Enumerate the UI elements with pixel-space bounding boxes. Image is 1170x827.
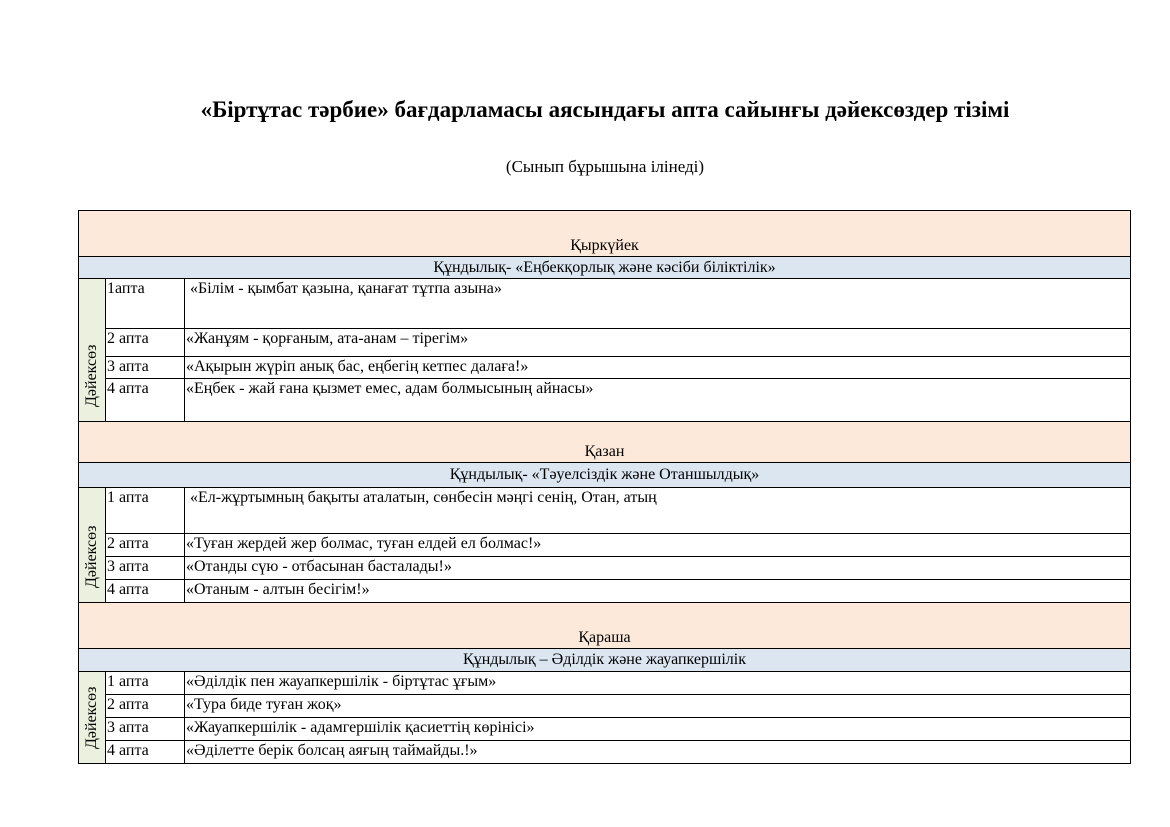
week-cell: 3 апта <box>106 718 185 741</box>
quote-cell: «Ақырын жүріп анық бас, еңбегің кетпес далаға!» <box>185 357 1131 379</box>
quote-cell: «Әділетте берік болсаң аяғың таймайды.!» <box>185 741 1131 764</box>
week-cell: 4 апта <box>106 580 185 603</box>
side-label-cell <box>79 488 106 603</box>
side-label: Дәйексөз <box>83 344 100 407</box>
week-cell: 4 апта <box>106 379 185 422</box>
week-cell: 1 апта <box>106 488 185 534</box>
side-label-cell <box>79 672 106 764</box>
quote-cell: «Отаным - алтын бесігім!» <box>185 580 1131 603</box>
quotes-table <box>78 210 1131 764</box>
quote-cell: «Жанұям - қорғаным, ата-анам – тірегім» <box>185 329 1131 357</box>
week-cell: 1апта <box>106 279 185 329</box>
quote-cell: «Білім - қымбат қазына, қанағат тұтпа азына» <box>185 279 1131 329</box>
quote-cell: «Отанды сүю - отбасынан басталады!» <box>185 557 1131 580</box>
week-cell: 3 апта <box>106 557 185 580</box>
week-cell: 1 апта <box>106 672 185 695</box>
quote-cell: «Ел-жұртымның бақыты аталатын, сөнбесін мәңгі сенің, Отан, атың <box>185 488 1131 534</box>
week-cell: 2 апта <box>106 695 185 718</box>
quote-cell: «Еңбек - жай ғана қызмет емес, адам болмысының айнасы» <box>185 379 1131 422</box>
month-header: Қараша <box>79 603 1131 649</box>
quote-cell: «Тура биде туған жоқ» <box>185 695 1131 718</box>
side-label-cell <box>79 279 106 422</box>
side-label: Дәйексөз <box>83 686 100 749</box>
week-cell: 4 апта <box>106 741 185 764</box>
week-cell: 3 апта <box>106 357 185 379</box>
document-subtitle: (Сынып бұрышына ілінеді) <box>505 157 705 176</box>
value-header: Құндылық – Әділдік және жауапкершілік <box>79 649 1131 672</box>
month-header: Қыркүйек <box>79 211 1131 257</box>
quote-cell: «Туған жердей жер болмас, туған елдей ел болмас!» <box>185 534 1131 557</box>
side-label: Дәйексөз <box>83 525 100 588</box>
month-header: Қазан <box>79 422 1131 463</box>
quote-cell: «Әділдік пен жауапкершілік - біртұтас ұғым» <box>185 672 1131 695</box>
value-header: Құндылық- «Тәуелсіздік және Отаншылдық» <box>79 463 1131 488</box>
quote-cell: «Жауапкершілік - адамгершілік қасиеттің көрінісі» <box>185 718 1131 741</box>
week-cell: 2 апта <box>106 329 185 357</box>
document-title: «Біртұтас тәрбие» бағдарламасы аясындағы апта сайынғы дәйексөздер тізімі <box>200 97 1010 122</box>
value-header: Құндылық- «Еңбекқорлық және кәсіби біліктілік» <box>79 257 1131 279</box>
week-cell: 2 апта <box>106 534 185 557</box>
